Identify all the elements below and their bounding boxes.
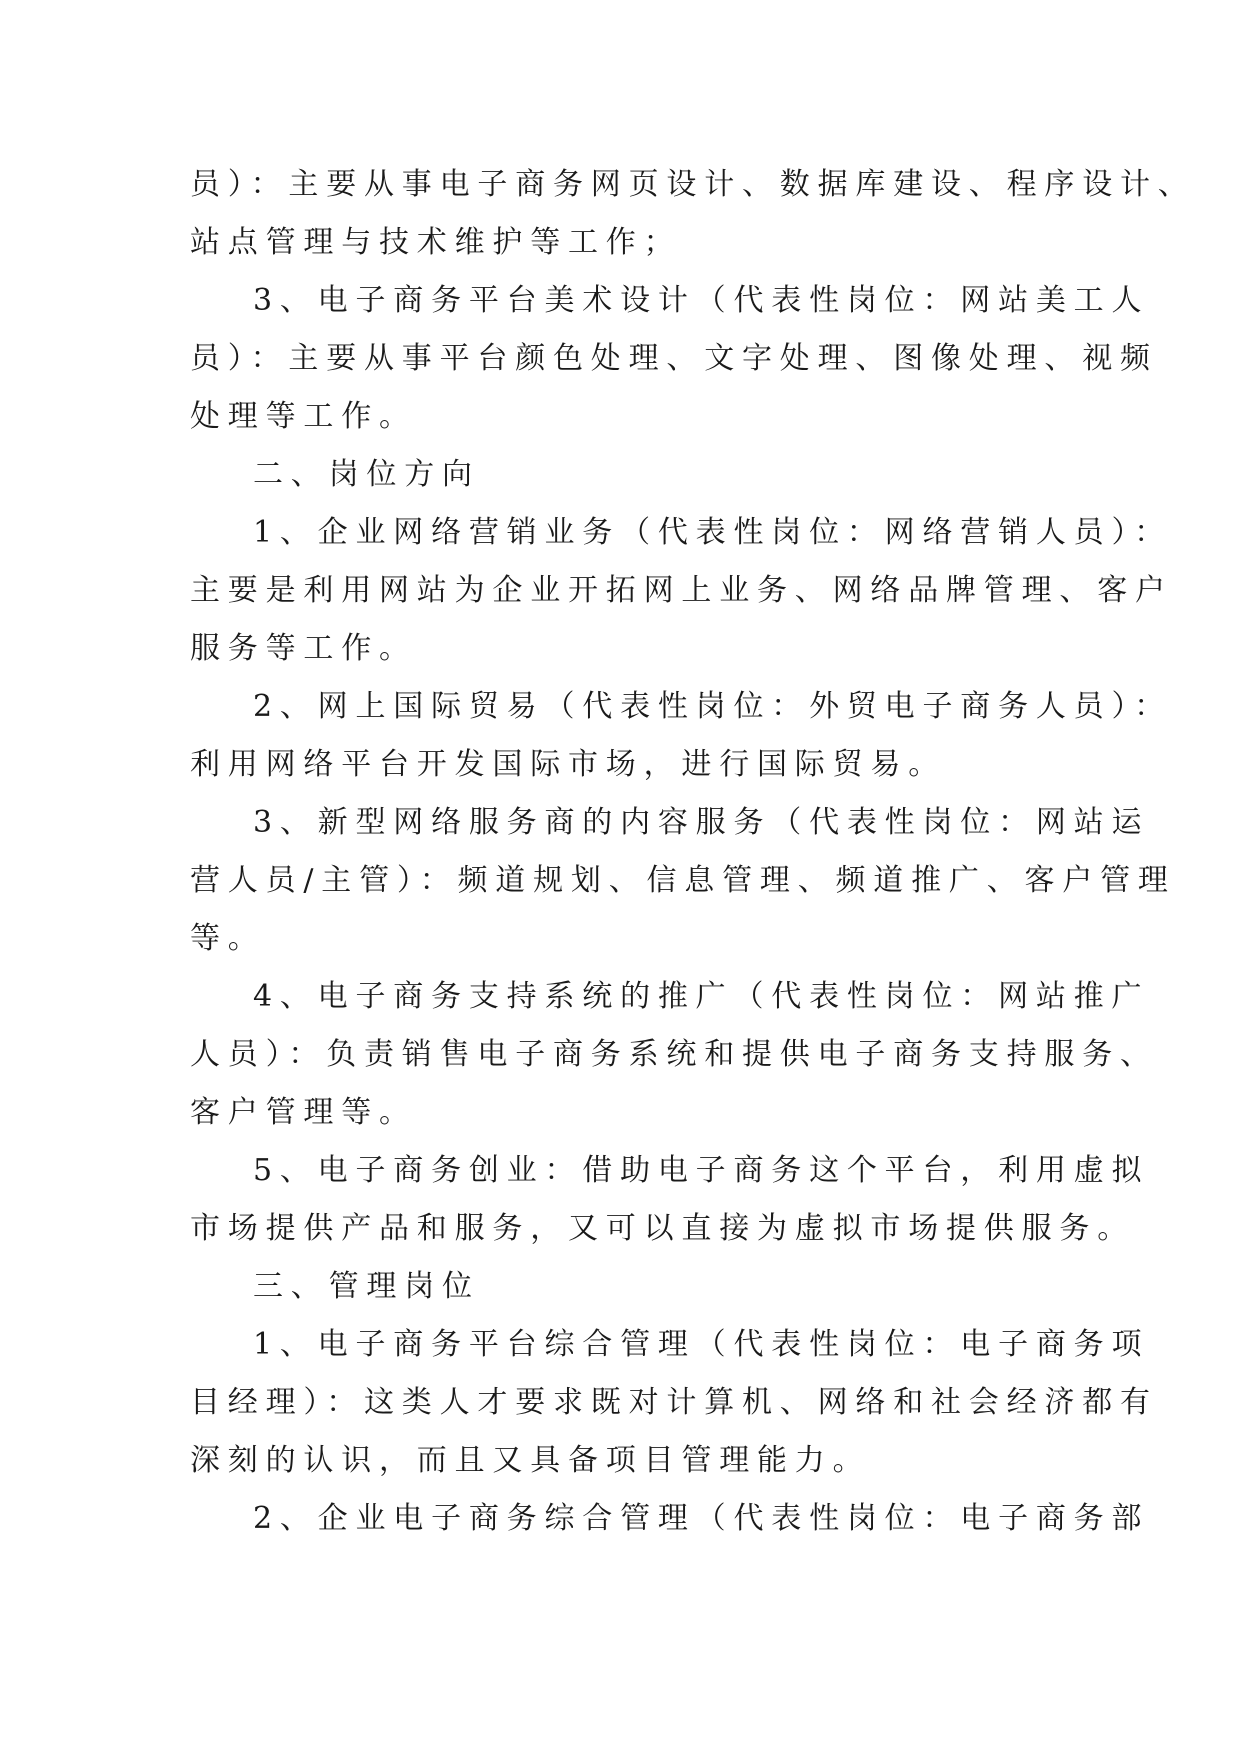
text-line: 等。	[190, 921, 266, 956]
paragraph-start: 2、网上国际贸易（代表性岗位：外贸电子商务人员）：	[253, 689, 1173, 724]
text-line: 处理等工作。	[190, 399, 417, 434]
text-line: 员）：主要从事电子商务网页设计、数据库建设、程序设计、	[190, 167, 1196, 202]
paragraph-start: 2、企业电子商务综合管理（代表性岗位：电子商务部	[253, 1501, 1150, 1536]
text-line: 目经理）：这类人才要求既对计算机、网络和社会经济都有	[190, 1385, 1158, 1420]
paragraph-start: 1、企业网络营销业务（代表性岗位：网络营销人员）：	[253, 515, 1173, 550]
text-line: 深刻的认识，而且又具备项目管理能力。	[190, 1443, 871, 1478]
text-line: 服务等工作。	[190, 631, 417, 666]
paragraph-start: 1、电子商务平台综合管理（代表性岗位：电子商务项	[253, 1327, 1150, 1362]
paragraph-start: 4、电子商务支持系统的推广（代表性岗位：网站推广	[253, 979, 1150, 1014]
paragraph-start: 3、电子商务平台美术设计（代表性岗位：网站美工人	[253, 283, 1150, 318]
text-line: 营人员/主管）：频道规划、信息管理、频道推广、客户管理	[190, 863, 1176, 898]
section-heading: 三、管理岗位	[253, 1269, 480, 1304]
text-line: 利用网络平台开发国际市场，进行国际贸易。	[190, 747, 946, 782]
text-line: 站点管理与技术维护等工作；	[190, 225, 682, 260]
text-line: 市场提供产品和服务，又可以直接为虚拟市场提供服务。	[190, 1211, 1135, 1246]
text-line: 人员）：负责销售电子商务系统和提供电子商务支持服务、	[190, 1037, 1158, 1072]
paragraph-start: 3、新型网络服务商的内容服务（代表性岗位：网站运	[253, 805, 1150, 840]
text-line: 客户管理等。	[190, 1095, 417, 1130]
paragraph-start: 5、电子商务创业：借助电子商务这个平台，利用虚拟	[253, 1153, 1150, 1188]
section-heading: 二、岗位方向	[253, 457, 480, 492]
text-line: 主要是利用网站为企业开拓网上业务、网络品牌管理、客户	[190, 573, 1173, 608]
text-line: 员）：主要从事平台颜色处理、文字处理、图像处理、视频	[190, 341, 1158, 376]
